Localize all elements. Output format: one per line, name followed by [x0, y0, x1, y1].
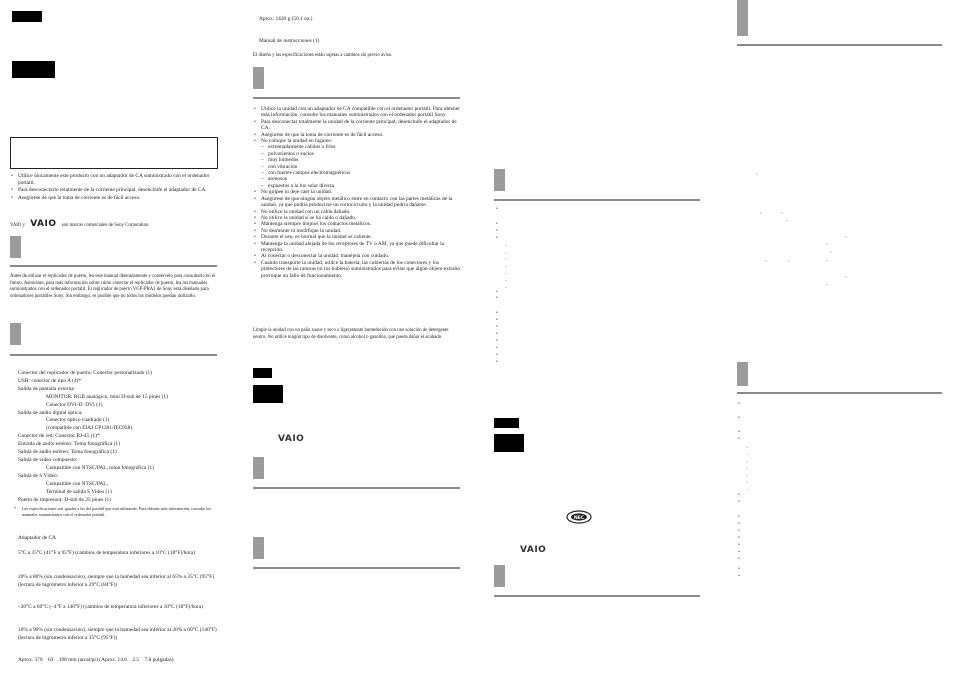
bullet-mark: •	[738, 500, 740, 505]
list-item: • Utilice únicamente este producto con un adaptador de CA suministrado con el ordenador portátil.	[11, 173, 221, 187]
list-item: • Asegúrese de que la toma de corriente es de fácil acceso.	[11, 195, 221, 202]
section-rule	[494, 199, 700, 201]
cleaning-paragraph: Limpie la unidad con un paño suave y seco o ligeramente humedecido con una solución de detergente neutro. No utilice ningún tipo de disolvente, como alcohol o gasolina, que pueda dañar el acabado.	[253, 328, 449, 340]
intro-paragraph: Antes de utilizar el replicador de puerto, lea este manual detenidamente y consérvelo para consultarlo en el futuro. Asimismo, para más información sobre cómo conectar el replicador de puerto, lea los manuales suministrados con el ordenador portátil. El replicador de puerto VGP-PRA1 de Sony está diseñado para ordenadores portátiles Sony. Sin embargo, es posible que no todos los modelos puedan utilizarlo.	[10, 274, 216, 299]
dash-mark: –	[746, 458, 749, 463]
language-tab-small	[494, 418, 519, 428]
safety-bullet-list	[11, 173, 221, 202]
list-item: • Utilice la unidad con un adaptador de CA compatible con el ordenador portátil. Para obtener más información, consulte los manuales suministrados con el ordenador portátil Sony.	[254, 106, 462, 119]
vaio-logo: VAIO	[30, 219, 57, 229]
certification-badge-icon	[566, 510, 592, 524]
bullet-mark: •	[496, 353, 498, 358]
section-marker	[494, 169, 505, 191]
dash-mark: –	[505, 256, 508, 261]
operating-temperature: 5°C a 35°C (41°F a 95°F) (cambios de temperatura inferiores a 10°C (18°F)/hora)	[18, 550, 196, 556]
language-tab-small	[12, 11, 42, 22]
bullet-mark: •	[738, 402, 740, 407]
bullet-mark: •	[738, 430, 740, 435]
storage-temperature: –20°C a 60°C (–4°F a 140°F) (cambios de temperatura inferiores a 10°C (18°F)/hora)	[18, 604, 204, 610]
weight: Aprox. 1420 g (50.1 oz.)	[259, 16, 313, 22]
dash-mark: –	[505, 284, 508, 289]
specs-footnote: * Las especificaciones son iguales a las del portátil que está utilizando. Para obtener más información, consulte los manuales suministrados con el ordenador portátil.	[14, 506, 212, 517]
dash-mark: –	[505, 263, 508, 268]
stray-mark: °	[788, 259, 790, 264]
bullet-mark: •	[738, 515, 740, 520]
stray-mark: °	[781, 211, 783, 216]
disclaimer: El diseño y las especificaciones están sujetas a cambios sin previo aviso.	[253, 53, 393, 58]
section-marker	[737, 0, 748, 36]
section-rule	[10, 354, 217, 356]
vaio-logo: VAIO	[520, 545, 547, 555]
dimensions: Aprox. 370 63 198 mm (an/al/pr) (Aprox. 14.6 2.5 7.8 pulgadas)	[18, 657, 174, 663]
bullet-mark: •	[738, 574, 740, 579]
list-item: • Mantenga siempre limpios los contactos metálicos.	[254, 221, 462, 227]
bullet-mark: •	[496, 207, 498, 212]
list-item: – con fuertes campos electromagnéticos	[254, 170, 462, 176]
language-tab-small	[253, 368, 272, 378]
dash-mark: –	[505, 270, 508, 275]
section-marker	[494, 565, 505, 587]
section-marker	[253, 67, 264, 89]
list-item: • Mantenga la unidad alejada de los receptores de TV o AM, ya que puede dificultar la recepción.	[254, 241, 462, 254]
dash-mark: –	[505, 277, 508, 282]
bullet-mark: •	[738, 493, 740, 498]
storage-humidity: 10% a 90% (sin condensación), siempre que la humedad sea inferior al 20% a 60°C (140°F) (lectura de higrómetro inferior a 35°C (95°F))	[18, 627, 217, 641]
bullet-mark: •	[496, 222, 498, 227]
bullet-mark: •	[496, 236, 498, 241]
section-marker	[253, 457, 264, 479]
section-rule	[494, 595, 700, 597]
section-rule	[10, 265, 217, 267]
manual-item: Manual de instrucciones (1)	[259, 38, 320, 44]
list-item: • Durante el uso, es normal que la unidad se caliente.	[254, 234, 462, 240]
bullet-mark: •	[738, 567, 740, 572]
list-item: – arenosos	[254, 176, 462, 182]
bullet-mark: •	[738, 543, 740, 548]
section-rule	[253, 487, 460, 489]
bullet-mark: •	[738, 522, 740, 527]
dash-mark: –	[505, 249, 508, 254]
bullet-mark: •	[496, 360, 498, 365]
language-tab-large	[494, 434, 524, 452]
bullet-mark: •	[496, 296, 498, 301]
dash-mark: –	[746, 472, 749, 477]
bullet-mark: •	[496, 229, 498, 234]
list-item: • Asegúrese de que la toma de corriente es de fácil acceso.	[254, 132, 462, 138]
list-item: • Cuando transporte la unidad, utilice la batería, las cubiertas de los conectores y los protectores de las ranuras (si los hubiera) suministrados para evitar que algún objeto extraño provoque un fallo de funcionamiento.	[254, 260, 462, 279]
list-item: • No coloque la unidad en lugares:	[254, 138, 462, 144]
bullet-mark: •	[496, 346, 498, 351]
bullet-mark: •	[738, 536, 740, 541]
stray-mark: °	[826, 242, 828, 247]
section-marker	[10, 323, 21, 345]
bullet-mark: •	[738, 437, 740, 442]
operating-humidity: 20% a 80% (sin condensación), siempre que la humedad sea inferior al 65% a 35°C (95°F) (lectura de higrómetro inferior a 29°C (84°F))	[18, 574, 214, 588]
section-marker	[253, 537, 264, 559]
warning-box	[10, 137, 218, 169]
list-item: • Para desconectar totalmente la unidad de la corriente principal, desenchufe el adaptador de CA.	[254, 119, 462, 132]
stray-mark: °	[845, 275, 847, 280]
bullet-mark: •	[496, 339, 498, 344]
stray-mark: °	[765, 259, 767, 264]
precautions-list	[254, 106, 462, 279]
language-tab-large	[12, 61, 55, 78]
specs-list: Conector del replicador de puerto: Conector personalizado (1) USB: conector de tipo A (4)* Salida de pantalla externa: MONITOR: RGB analógico, mini D-sub de 15 pines (1) Conector DVI-D: DVI (1) Salida de audio digital óptica: Conector óptico cuadrado (1) (compatible con EIAJ CP1201/IEC958) Conector de red: Conector RJ-45 (1)* Entrada de audio estéreo: Toma fonográfica (1) Salida de audio estéreo: Toma fonográfica (1) Salida de vídeo compuesto: Compatible con NTSC/PAL, toma fonográfica (1) Salida de S Vídeo: Compatible con NTSC/PAL, Terminal de salida S Video (1) Puerto de impresora: D-sub de 25 pines (1)	[18, 370, 168, 503]
list-item: • No golpee ni deje caer la unidad.	[254, 189, 462, 195]
dash-mark: –	[746, 479, 749, 484]
vaio-logo: VAIO	[278, 434, 305, 444]
bullet-mark: •	[496, 318, 498, 323]
dash-mark: –	[746, 465, 749, 470]
svg-text:NEC: NEC	[573, 515, 585, 521]
stray-mark: °	[830, 250, 832, 255]
bullet-mark: •	[738, 557, 740, 562]
stray-mark: °	[845, 235, 847, 240]
language-tab-large	[253, 385, 283, 403]
bullet-mark: •	[496, 325, 498, 330]
section-rule	[737, 44, 942, 46]
bullet-mark: •	[496, 290, 498, 295]
dash-mark: –	[746, 486, 749, 491]
section-rule	[253, 567, 460, 569]
stray-mark: °	[826, 283, 828, 288]
list-item: • No desmonte ni modifique la unidad.	[254, 228, 462, 234]
stray-mark: °	[786, 219, 788, 224]
section-rule	[737, 392, 942, 394]
stray-mark: °	[826, 259, 828, 264]
list-item: • Al conectar o desconectar la unidad, manéjela con cuidado.	[254, 253, 462, 259]
list-item: – con vibración	[254, 164, 462, 170]
section-marker	[10, 236, 21, 258]
list-item: • Asegúrese de que ningún objeto metálico entre en contacto con las partes metálicas de la unidad, ya que podría producirse un cortocircuito y la unidad podría dañarse.	[254, 196, 462, 209]
list-item: – muy húmedos	[254, 157, 462, 163]
list-item: • Para desconectarlo totalmente de la corriente principal, desenchufe el adaptador de CA.	[11, 187, 221, 194]
bullet-mark: •	[738, 529, 740, 534]
list-item: • No utilice la unidad con un cable dañado.	[254, 209, 462, 215]
stray-mark: °	[756, 172, 758, 177]
bullet-mark: •	[738, 416, 740, 421]
stray-mark: °	[760, 211, 762, 216]
list-item: – extremadamente cálidos o fríos	[254, 144, 462, 150]
dash-mark: –	[746, 444, 749, 449]
section-rule	[253, 97, 460, 99]
list-item: – polvorientos o sucios	[254, 151, 462, 157]
list-item: • No utilice la unidad si se ha caído o dañado.	[254, 215, 462, 221]
dash-mark: –	[505, 242, 508, 247]
dash-mark: –	[746, 451, 749, 456]
bullet-mark: •	[738, 550, 740, 555]
adapter-label: Adaptador de CA	[18, 535, 57, 541]
list-item: – expuestos a la luz solar directa	[254, 183, 462, 189]
bullet-mark: •	[496, 311, 498, 316]
trademark-line: VAIO y VAIO son marcas comerciales de Sony Corporation.	[10, 219, 150, 229]
bullet-mark: •	[496, 332, 498, 337]
section-marker	[737, 362, 748, 386]
